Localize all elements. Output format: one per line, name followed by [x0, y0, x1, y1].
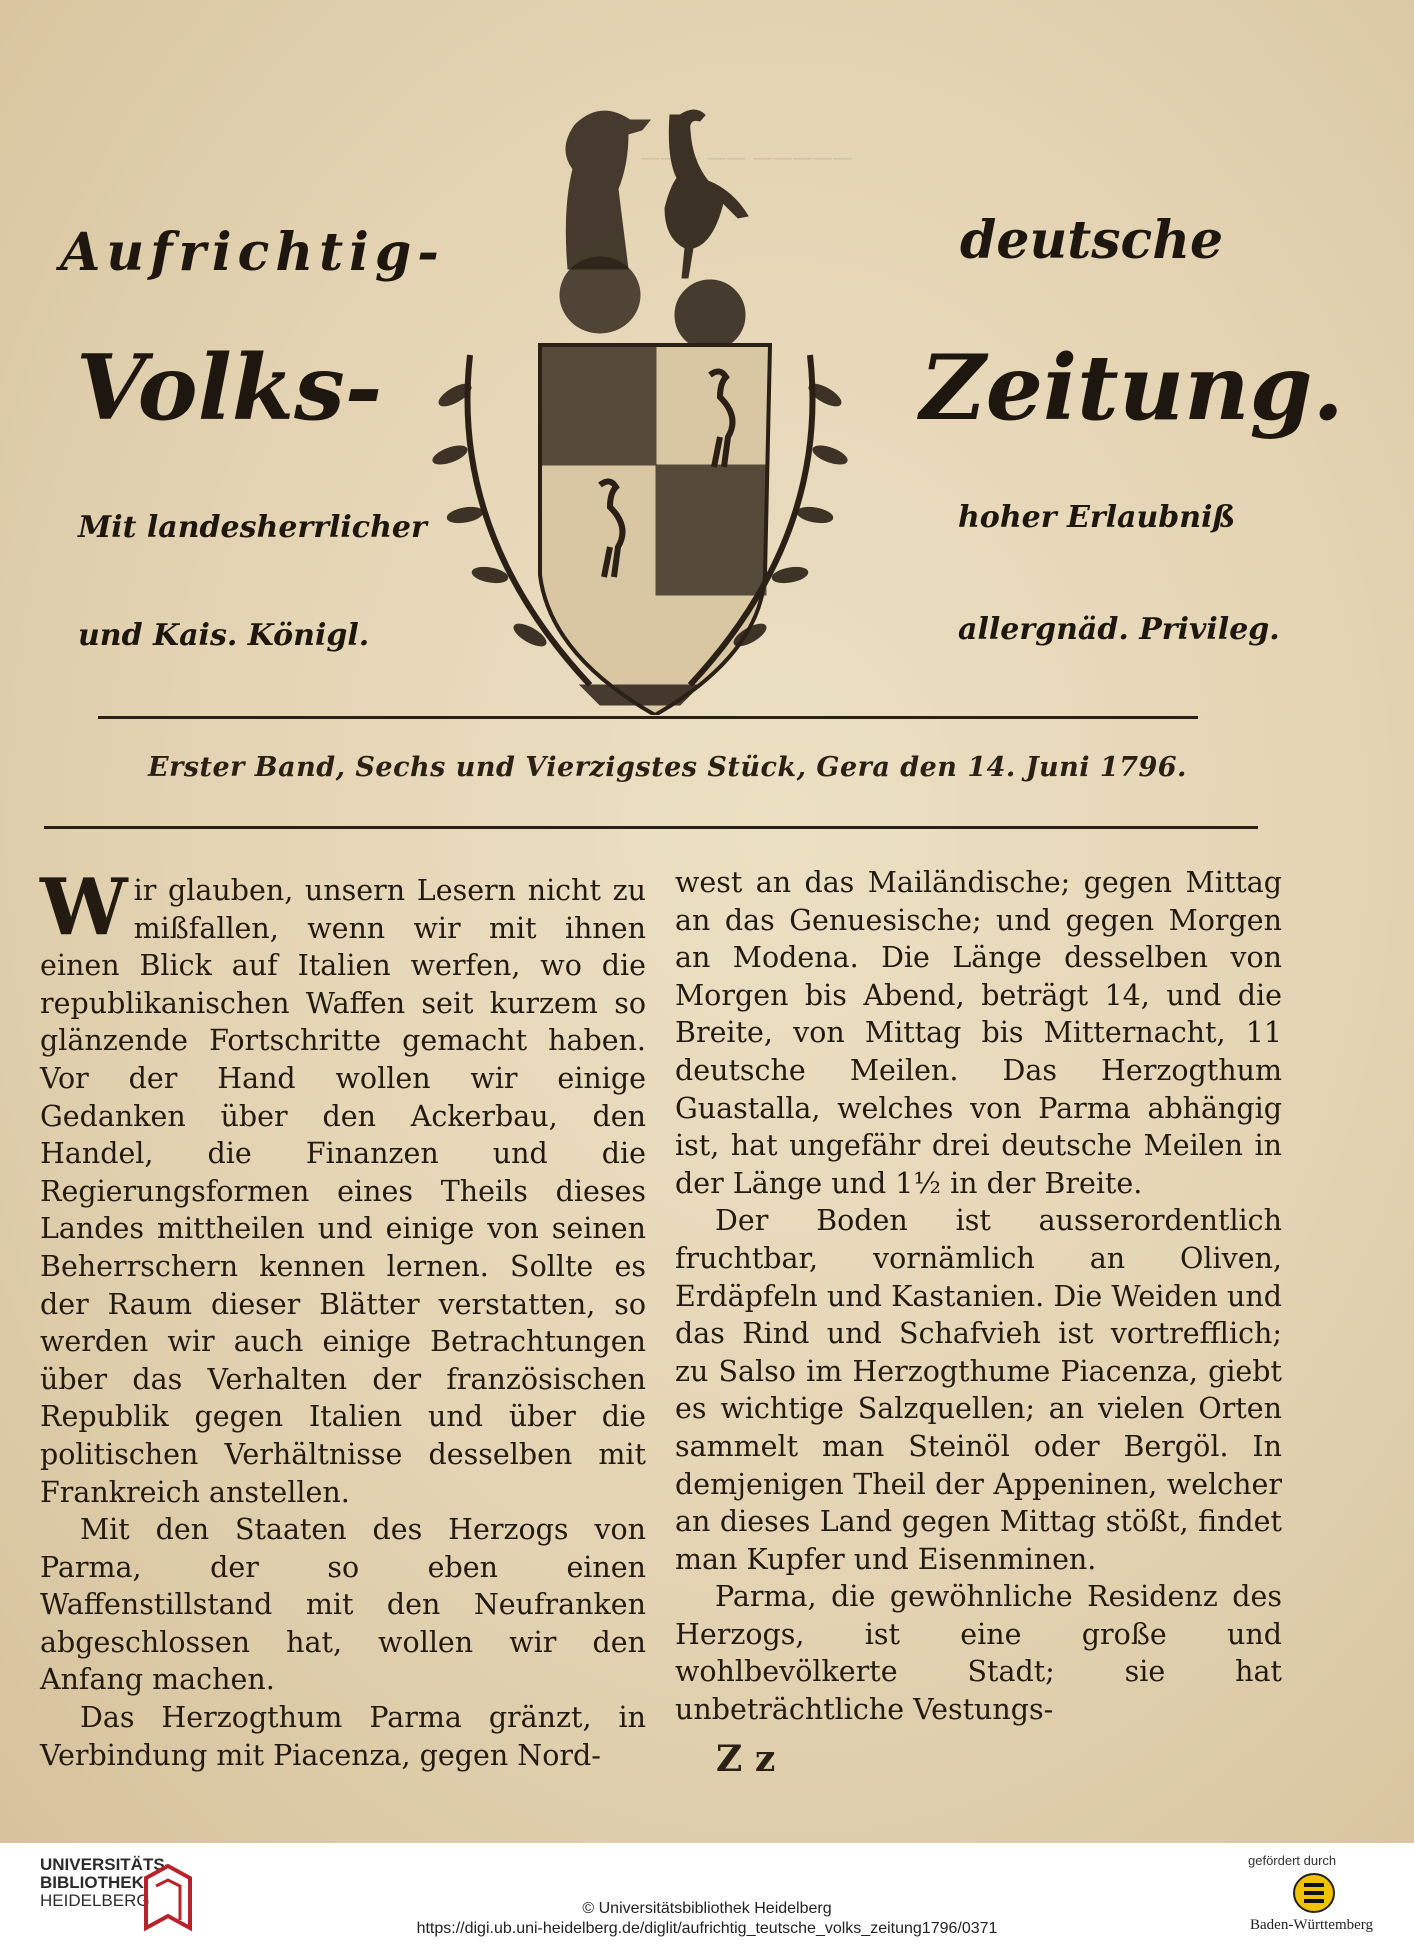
dog-crest	[566, 111, 650, 269]
masthead-word-2: deutsche	[960, 210, 1224, 271]
permalink-url[interactable]: https://digi.ub.uni-heidelberg.de/diglit/aufrichtig_teutsche_volks_zeitung1796/0371	[416, 1920, 998, 1937]
issue-line: Erster Band, Sechs und Vierzigstes Stück, Gera den 14. Juni 1796.	[148, 752, 1187, 783]
funding-state-name: Baden-Württemberg	[1250, 1917, 1374, 1933]
left-helmet	[560, 257, 640, 333]
privilege-right-line-2: allergnäd. Privileg.	[958, 612, 1280, 647]
copyright-notice: © Universitätsbibliothek Heidelberg	[582, 1900, 832, 1917]
privilege-left-line-2: und Kais. Königl.	[78, 618, 370, 653]
article-column-right	[675, 864, 1282, 1729]
ribbon	[580, 685, 700, 705]
bottom-rule	[44, 826, 1258, 829]
masthead-word-3: Volks-	[76, 335, 383, 441]
bird-crest	[665, 110, 748, 278]
library-line-1: UNIVERSITÄTS-	[40, 1855, 171, 1874]
paragraph-left-2: Mit den Staaten des Herzogs von Parma, der so eben einen Waffenstillstand mit den Neufranken abgeschlossen hat, wollen wir den Anfang machen.	[40, 1513, 646, 1697]
drop-cap: W	[40, 862, 128, 953]
coat-of-arms-emblem	[410, 95, 870, 715]
paragraph-right-2: Der Boden ist ausserordentlich fruchtbar, vornämlich an Oliven, Erdäpfeln und Kastanien. Die Weiden und das Rind und Schafvieh ist vortrefflich; zu Salso im Herzogthume Piacenza, giebt es wichtige Salzquellen; an vielen Orten sammelt man Steinöl oder Bergöl. In demjenigen Theil der Appeninen, welcher an dieses Land gegen Mittag stößt, findet man Kupfer und Eisenminen.	[675, 1204, 1282, 1576]
shield-quarter-1	[542, 347, 656, 465]
library-line-3: HEIDELBERG	[40, 1891, 150, 1910]
paragraph-left-3: Das Herzogthum Parma gränzt, in Verbindung mit Piacenza, gegen Nord-	[40, 1701, 646, 1772]
paragraph-left-1: ir glauben, unsern Lesern nicht zu mißfallen, wenn wir mit ihnen einen Blick auf Italien werfen, wo die republikanischen Waffen seit kurzem so glänzende Fortschritte gemacht haben. Vor der Hand wollen wir einige Gedanken über den Ackerbau, den Handel, die Finanzen und die Regierungsformen eines Theils dieses Landes mittheilen und einige von seinen Beherrschern kennen lernen. Sollte es der Raum dieser Blätter verstatten, so werden wir auch einige Betrachtungen über das Verhalten der französischen Republik gegen Italien und über die politischen Verhältnisse desselben mit Frankreich anstellen.	[40, 874, 646, 1509]
state-coat-of-arms-icon[interactable]	[1290, 1871, 1338, 1915]
masthead-word-4: Zeitung.	[920, 335, 1344, 441]
bleed-through: ——— —— —————	[640, 145, 853, 169]
privilege-right-line-1: hoher Erlaubniß	[958, 500, 1236, 535]
masthead-word-1: Aufrichtig-	[60, 222, 445, 283]
funded-by-label: gefördert durch	[1248, 1853, 1337, 1868]
signature-mark: Z z	[716, 1738, 776, 1780]
paragraph-right-1: west an das Mailändische; gegen Mittag an das Genuesische; und gegen Morgen an Modena. Die Länge desselben von Morgen bis Abend, beträgt 14, und die Breite, von Mittag bis Mitternacht, 11 deutsche Meilen. Das Herzogthum Guastalla, welches von Parma abhängig ist, hat ungefähr drei deutsche Meilen in der Länge und 1½ in der Breite.	[675, 866, 1282, 1200]
paragraph-right-3: Parma, die gewöhnliche Residenz des Herzogs, ist eine große und wohlbevölkerte Stadt; sie hat unbeträchtliche Vestungs-	[675, 1580, 1282, 1727]
top-rule	[98, 716, 1198, 719]
article-column-left	[40, 862, 646, 1774]
library-line-2: BIBLIOTHEK	[40, 1873, 144, 1892]
right-globe	[675, 280, 745, 350]
shield-quarter-4	[656, 465, 766, 595]
privilege-left-line-1: Mit landesherrlicher	[78, 510, 427, 545]
